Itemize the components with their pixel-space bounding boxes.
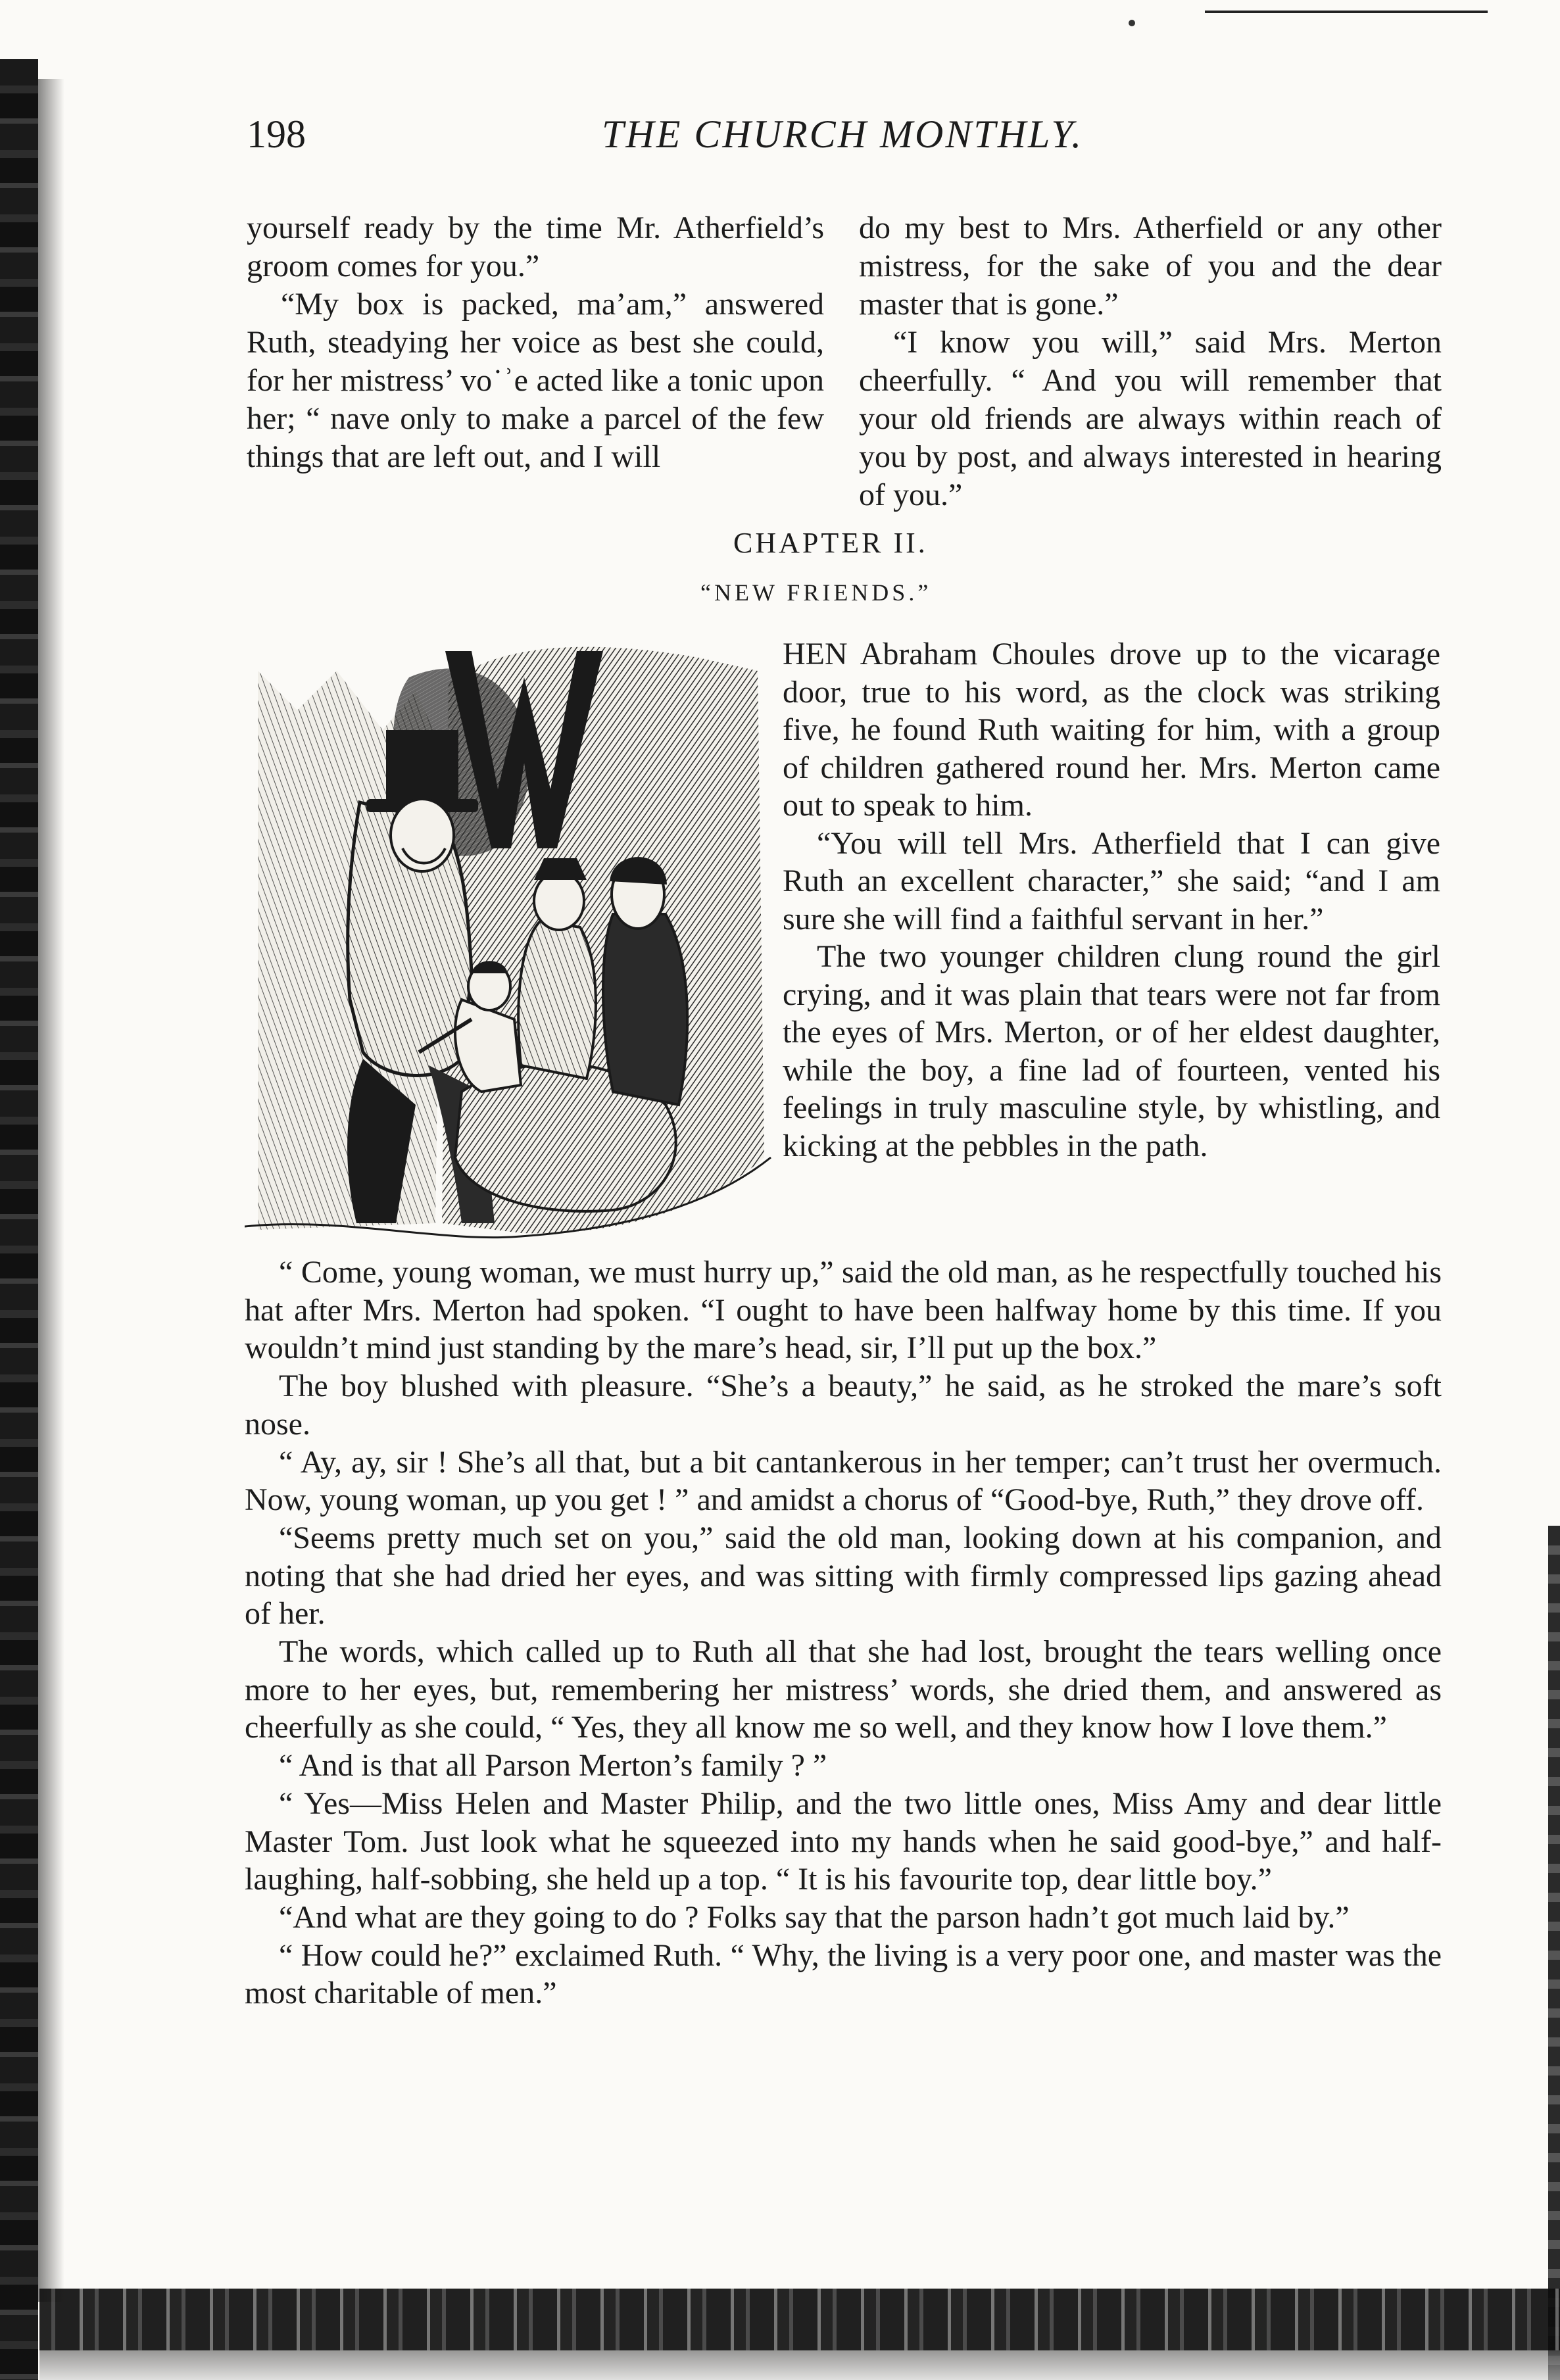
page-number: 198 [247, 112, 306, 156]
right-column [859, 209, 1442, 514]
paragraph: The two younger children clung round the girl crying, and it was plain that tears were not far from the eyes of Mrs. Merton, or of her eldest daughter, while the boy, a fine lad of fourteen, vented his feelings in truly masculine style, by whistling, and kicking at the pebbles in the path. [783, 939, 1440, 1163]
paragraph: “ And is that all Parson Merton’s family ? ” [279, 1748, 827, 1784]
paragraph: “ Come, young woman, we must hurry up,” said the old man, as he respectfully touched his hat after Mrs. Merton had spoken. “I ought to have been halfway home by this time. If you wouldn’t mind just standing by the mare’s head, sir, I’ll put up the box.” [245, 1255, 1442, 1366]
chapter-title: “NEW FRIENDS.” [700, 579, 932, 606]
paragraph: “Seems pretty much set on you,” said the old man, looking down at his companion, and noting that she had dried her eyes, and was sitting with firmly compressed lips gazing ahead of her. [245, 1520, 1442, 1632]
paragraph: HEN Abraham Choules drove up to the vicarage door, true to his word, as the clock was striking five, he found Ruth waiting for him, with a group of children gathered round her. Mrs. Merton came out to speak to him. [783, 637, 1440, 823]
paragraph: “You will tell Mrs. Atherfield that I can give Ruth an excellent character,” she said; “and I am sure she will find a faithful servant in her.” [783, 825, 1440, 936]
running-title: THE CHURCH MONTHLY. [602, 112, 1084, 156]
chapter-heading: CHAPTER II. [733, 527, 928, 559]
paragraph: yourself ready by the time Mr. Atherfield’s groom comes for you.” [247, 210, 824, 283]
paragraph: “ Yes—Miss Helen and Master Philip, and the two little ones, Miss Amy and dear little Master Tom. Just look what he squeezed into my hands when he said good-bye,” and half-laughing, half-sobbing, she held up a top. “ It is his favourite top, dear little boy.” [245, 1785, 1442, 1897]
scan-mark-top [1205, 11, 1488, 13]
paragraph: do my best to Mrs. Atherfield or any other mistress, for the sake of you and the dear master that is gone.” [859, 210, 1442, 322]
illustration [245, 631, 777, 1250]
scan-edge-left [0, 59, 38, 2380]
paragraph: The boy blushed with pleasure. “She’s a beauty,” he said, as he stroked the mare’s soft nose. [245, 1369, 1442, 1442]
paragraph: “ Ay, ay, sir ! She’s all that, but a bit cantankerous in her temper; can’t trust her overmuch. Now, young woman, up you get ! ” and amidst a chorus of “Good-bye, Ruth,” they drove off. [245, 1444, 1442, 1518]
full-width-text [245, 1253, 1442, 2012]
scan-dot [1129, 20, 1135, 26]
paragraph: “I know you will,” said Mrs. Merton cheerfully. “ And you will remember that your old friends are always within reach of you by post, and always interested in hearing of you.” [859, 325, 1442, 512]
left-column [247, 209, 824, 476]
page-header [247, 112, 1437, 171]
paragraph: “And what are they going to do ? Folks say that the parson hadn’t got much laid by.” [279, 1899, 1350, 1935]
scan-shadow-bottom [39, 2350, 1560, 2380]
scan-edge-right [1548, 1526, 1560, 2380]
svg-text:W: W [524, 822, 525, 823]
paragraph: “ How could he?” exclaimed Ruth. “ Why, the living is a very poor one, and master was the most charitable of men.” [245, 1937, 1442, 2011]
scan-edge-bottom [39, 2289, 1560, 2350]
paragraph: “My box is packed, ma’am,” answered Ruth, steadying her voice as best she could, for her mistress’ vo˙ʾe acted like a tonic upon her; “ nave only to make a parcel of the few things that are left out, and I will [247, 287, 824, 474]
engraving-coachman-and-children-icon [245, 631, 777, 1250]
scan-shadow-left [38, 79, 64, 2302]
paragraph: The words, which called up to Ruth all that she had lost, brought the tears welling once more to her eyes, but, remembering her mistress’ words, she dried them, and answered as cheerfully as she could, “ Yes, they all know me so well, and they know how I love them.” [245, 1634, 1442, 1745]
text-beside-illustration [783, 635, 1440, 1165]
